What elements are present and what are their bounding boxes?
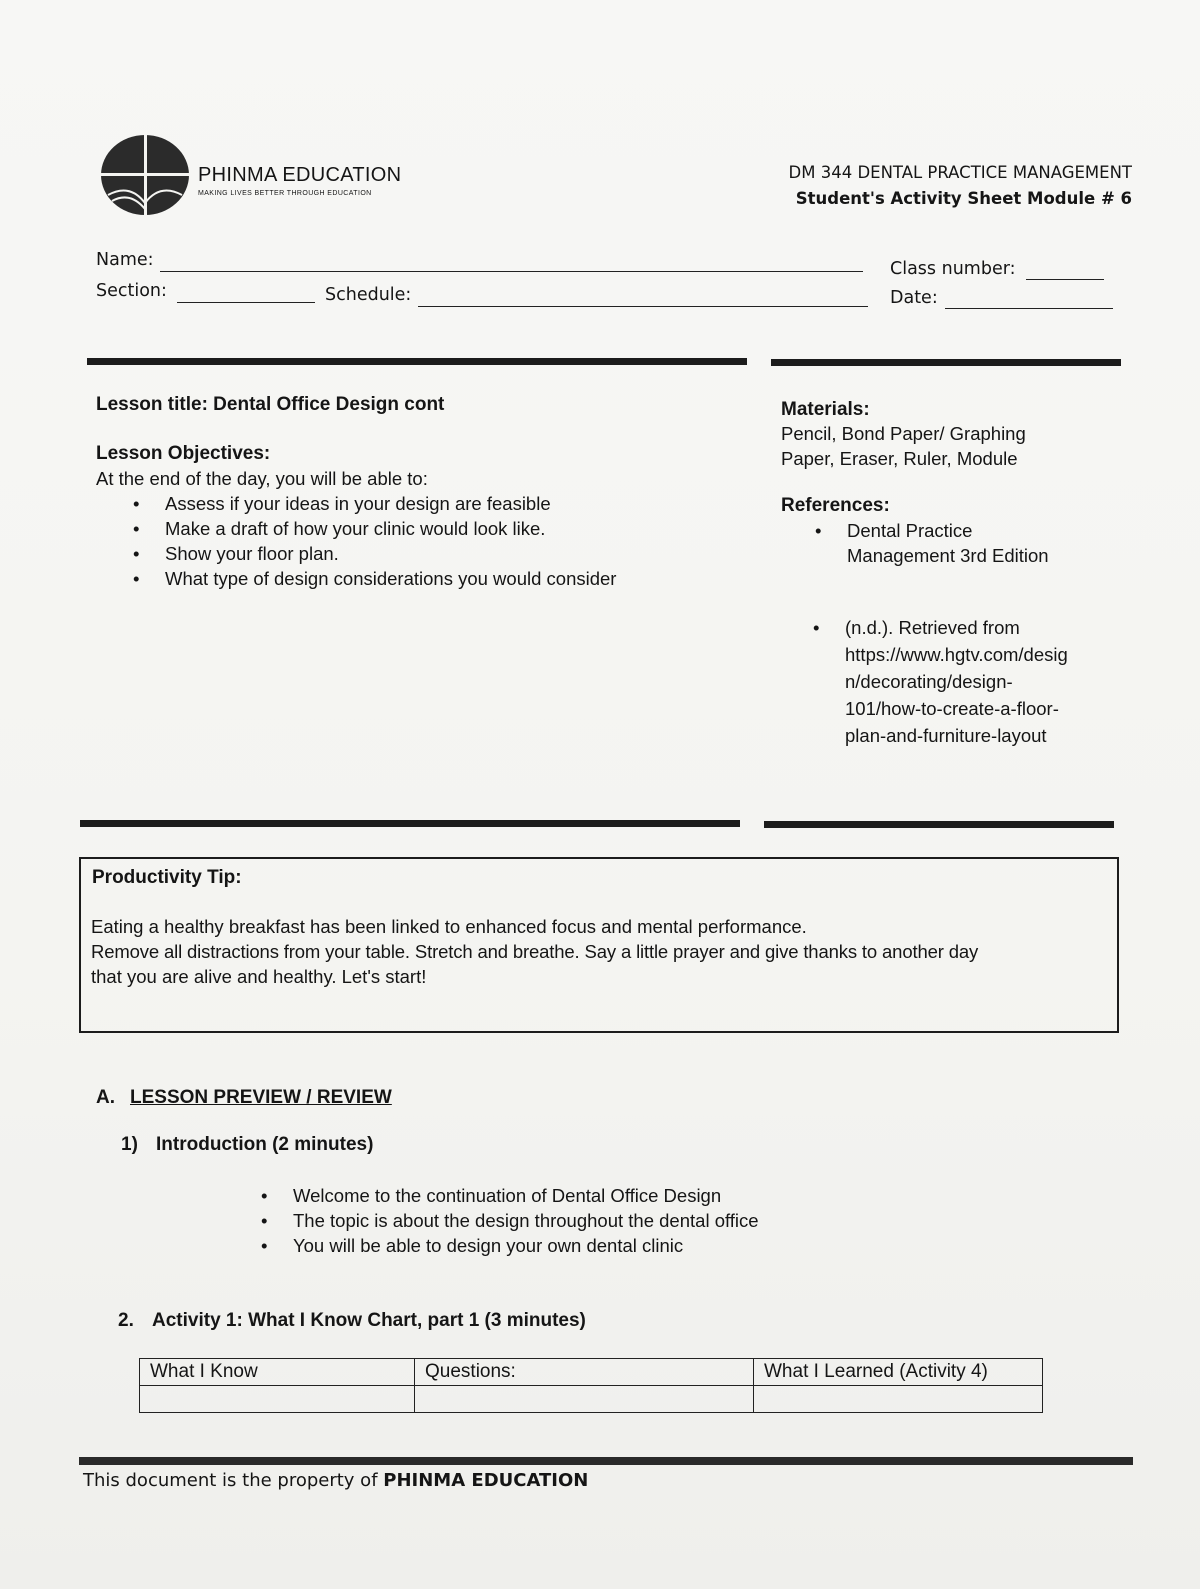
table-header-cell: What I Learned (Activity 4)	[754, 1359, 1043, 1386]
schedule-label: Schedule:	[325, 285, 412, 305]
materials-line-1: Pencil, Bond Paper/ Graphing	[781, 423, 1026, 444]
list-item: • Welcome to the continuation of Dental Office Design	[293, 1183, 933, 1208]
name-field[interactable]	[160, 271, 863, 272]
references-list	[847, 518, 1137, 568]
table-row	[140, 1386, 1043, 1413]
table-cell[interactable]	[754, 1386, 1043, 1413]
section-divider	[80, 820, 740, 827]
reference-book-edition: Management 3rd Edition	[847, 545, 1049, 566]
reference-url-line: https://www.hgtv.com/desig	[845, 644, 1068, 665]
table-row	[140, 1359, 1043, 1386]
table-cell[interactable]	[415, 1386, 754, 1413]
date-label: Date:	[890, 288, 938, 308]
reference-url-line: n/decorating/design-	[845, 671, 1013, 692]
section-label: Section:	[96, 281, 167, 301]
class-number-label: Class number:	[890, 259, 1016, 279]
footer-text	[83, 1470, 588, 1491]
activity-title: Activity 1: What I Know Chart, part 1 (3 minutes)	[152, 1310, 586, 1331]
table-header-cell: What I Know	[140, 1359, 415, 1386]
date-field[interactable]	[945, 308, 1113, 309]
schedule-field[interactable]	[418, 306, 868, 307]
lesson-title: Lesson title: Dental Office Design cont	[96, 394, 445, 415]
tip-line: Remove all distractions from your table. Stretch and breathe. Say a little prayer and give thanks to another day	[91, 941, 979, 962]
footer-owner: PHINMA EDUCATION	[383, 1470, 589, 1491]
table-header-cell: Questions:	[415, 1359, 754, 1386]
section-a-label: A.	[96, 1087, 115, 1108]
section-a-title: LESSON PREVIEW / REVIEW	[130, 1087, 392, 1108]
intro-number: 1)	[121, 1134, 138, 1155]
intro-list	[293, 1183, 933, 1258]
list-item: • Show your floor plan.	[165, 541, 725, 566]
objectives-intro: At the end of the day, you will be able to:	[96, 468, 428, 489]
tip-line: Eating a healthy breakfast has been linked to enhanced focus and mental performance.	[91, 916, 807, 937]
reference-url-line: plan-and-furniture-layout	[845, 725, 1047, 746]
reference-book-title: • Dental Practice	[847, 520, 973, 541]
section-divider	[764, 821, 1114, 828]
reference-web-line: • (n.d.). Retrieved from	[845, 617, 1020, 638]
materials-line-2: Paper, Eraser, Ruler, Module	[781, 448, 1018, 469]
list-item: • What type of design considerations you would consider	[165, 566, 725, 591]
footer-divider	[79, 1457, 1133, 1465]
list-item: • The topic is about the design throughout the dental office	[293, 1208, 933, 1233]
section-field[interactable]	[177, 302, 315, 303]
tip-line: that you are alive and healthy. Let's start!	[91, 966, 427, 987]
phinma-logo-icon	[100, 133, 190, 217]
list-item: • Assess if your ideas in your design are feasible	[165, 491, 725, 516]
class-number-field[interactable]	[1026, 279, 1104, 280]
references-list	[845, 614, 1135, 749]
what-i-know-table	[139, 1358, 1043, 1413]
list-item: • You will be able to design your own dental clinic	[293, 1233, 933, 1258]
name-label: Name:	[96, 250, 154, 270]
objectives-heading: Lesson Objectives:	[96, 443, 271, 464]
reference-url-line: 101/how-to-create-a-floor-	[845, 698, 1059, 719]
list-item	[845, 614, 1135, 749]
course-title: DM 344 DENTAL PRACTICE MANAGEMENT	[788, 163, 1132, 182]
tip-text	[91, 914, 1111, 989]
brand-name: PHINMA EDUCATION	[198, 164, 402, 186]
brand-tagline: MAKING LIVES BETTER THROUGH EDUCATION	[198, 190, 372, 197]
list-item	[847, 518, 1137, 568]
section-divider	[771, 359, 1121, 366]
tip-heading: Productivity Tip:	[92, 867, 242, 888]
sheet-title: Student's Activity Sheet Module # 6	[795, 189, 1132, 208]
objectives-list	[165, 491, 725, 591]
list-item: • Make a draft of how your clinic would look like.	[165, 516, 725, 541]
intro-title: Introduction (2 minutes)	[156, 1134, 374, 1155]
materials-heading: Materials:	[781, 399, 870, 420]
activity-number: 2.	[118, 1310, 134, 1331]
table-cell[interactable]	[140, 1386, 415, 1413]
footer-prefix: This document is the property of	[83, 1470, 384, 1491]
course-header	[789, 160, 1132, 212]
section-divider	[87, 358, 747, 365]
references-heading: References:	[781, 495, 890, 516]
